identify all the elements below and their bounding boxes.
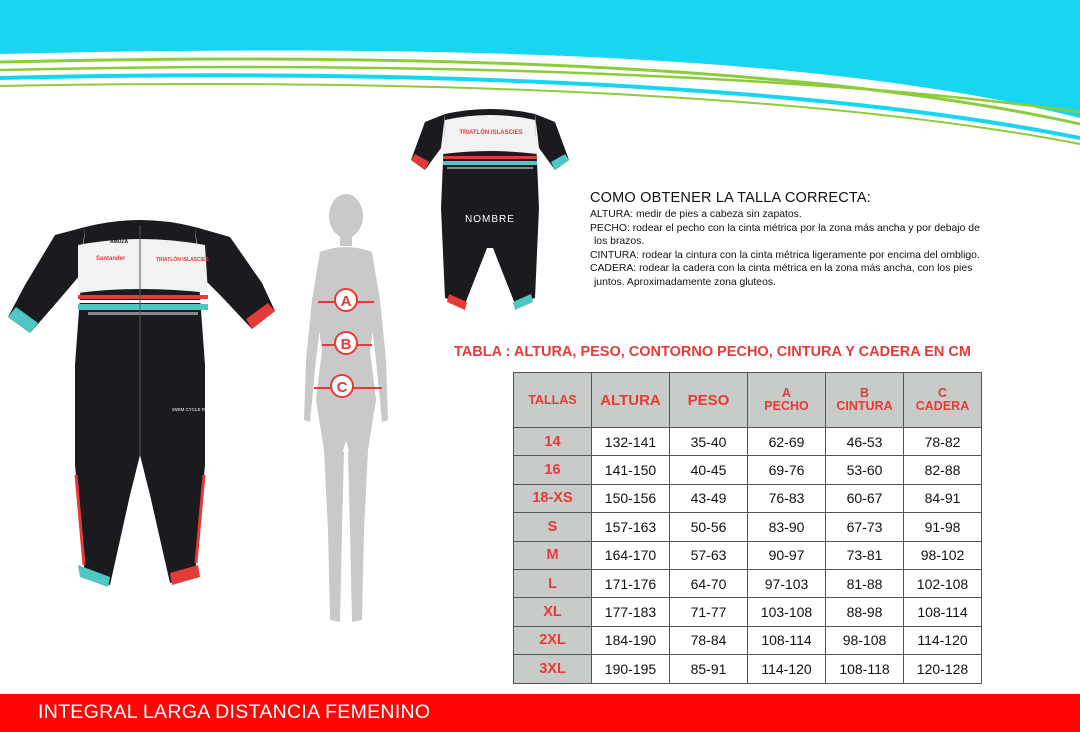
table-row bbox=[514, 541, 982, 569]
size-cell: S bbox=[514, 513, 592, 541]
table-row bbox=[514, 626, 982, 654]
size-cell: 14 bbox=[514, 428, 592, 456]
peso-cell: 57-63 bbox=[670, 541, 748, 569]
header-altura bbox=[592, 373, 670, 428]
size-cell: 16 bbox=[514, 456, 592, 484]
header-c-letter: C bbox=[937, 386, 948, 400]
header-c-label: CADERA bbox=[915, 399, 970, 413]
pecho-cell: 76-83 bbox=[748, 484, 826, 512]
header-cintura bbox=[826, 373, 904, 428]
head bbox=[329, 194, 363, 238]
cintura-cell: 60-67 bbox=[826, 484, 904, 512]
size-cell: XL bbox=[514, 598, 592, 626]
instruction-pecho-cont: los brazos. bbox=[594, 236, 645, 248]
header-tallas bbox=[514, 373, 592, 428]
suit-back-illustration bbox=[405, 98, 575, 320]
cadera-cell: 82-88 bbox=[904, 456, 982, 484]
header-b-letter: B bbox=[859, 386, 870, 400]
altura-cell: 150-156 bbox=[592, 484, 670, 512]
cintura-cell: 46-53 bbox=[826, 428, 904, 456]
back-club-logo: TRIATLÓN ISLASCIES bbox=[459, 130, 523, 136]
pecho-cell: 97-103 bbox=[748, 569, 826, 597]
altura-cell: 177-183 bbox=[592, 598, 670, 626]
right-leg bbox=[348, 450, 368, 622]
instruction-cadera: CADERA: rodear la cadera con la cinta métrica en la zona más ancha, con los pies bbox=[590, 263, 973, 275]
size-cell: 18-XS bbox=[514, 484, 592, 512]
header-altura-label: ALTURA bbox=[600, 391, 661, 409]
cintura-cell: 108-118 bbox=[826, 655, 904, 683]
chest-stripe-red bbox=[78, 295, 208, 299]
altura-cell: 157-163 bbox=[592, 513, 670, 541]
instructions-title: COMO OBTENER LA TALLA CORRECTA: bbox=[590, 190, 871, 206]
cadera-cell: 114-120 bbox=[904, 626, 982, 654]
cintura-cell: 53-60 bbox=[826, 456, 904, 484]
header-tallas-label: TALLAS bbox=[528, 392, 577, 407]
header-pecho bbox=[748, 373, 826, 428]
peso-cell: 64-70 bbox=[670, 569, 748, 597]
pecho-cell: 103-108 bbox=[748, 598, 826, 626]
club-logo: TRIATLÓN ISLASCIES bbox=[156, 257, 209, 263]
header-peso-label: PESO bbox=[687, 391, 730, 409]
cadera-cell: 108-114 bbox=[904, 598, 982, 626]
cadera-cell: 91-98 bbox=[904, 513, 982, 541]
sponsor-logo: Santander bbox=[96, 256, 126, 262]
instruction-cintura: CINTURA: rodear la cintura con la cinta métrica ligeramente por encima del ombligo. bbox=[590, 249, 980, 261]
pecho-cell: 90-97 bbox=[748, 541, 826, 569]
marker-a-label: A bbox=[340, 293, 352, 310]
cadera-cell: 102-108 bbox=[904, 569, 982, 597]
cintura-cell: 81-88 bbox=[826, 569, 904, 597]
cadera-cell: 120-128 bbox=[904, 655, 982, 683]
peso-cell: 35-40 bbox=[670, 428, 748, 456]
chest-stripe-teal bbox=[78, 304, 208, 310]
peso-cell: 43-49 bbox=[670, 484, 748, 512]
size-instructions bbox=[590, 190, 1060, 290]
size-cell: L bbox=[514, 569, 592, 597]
cadera-cell: 98-102 bbox=[904, 541, 982, 569]
header-peso bbox=[670, 373, 748, 428]
altura-cell: 190-195 bbox=[592, 655, 670, 683]
pecho-cell: 69-76 bbox=[748, 456, 826, 484]
table-row bbox=[514, 655, 982, 683]
size-table bbox=[513, 372, 982, 684]
body-silhouette bbox=[290, 190, 410, 630]
header-cadera bbox=[904, 373, 982, 428]
altura-cell: 184-190 bbox=[592, 626, 670, 654]
pecho-cell: 62-69 bbox=[748, 428, 826, 456]
peso-cell: 40-45 bbox=[670, 456, 748, 484]
header-b-label: CINTURA bbox=[836, 399, 893, 413]
header-a-label: PECHO bbox=[764, 399, 809, 413]
size-cell: 2XL bbox=[514, 626, 592, 654]
table-row bbox=[514, 456, 982, 484]
instruction-altura: ALTURA: medir de pies a cabeza sin zapatos. bbox=[590, 209, 802, 220]
table-row bbox=[514, 513, 982, 541]
peso-cell: 78-84 bbox=[670, 626, 748, 654]
table-row bbox=[514, 428, 982, 456]
cintura-cell: 67-73 bbox=[826, 513, 904, 541]
table-title: TABLA : ALTURA, PESO, CONTORNO PECHO, CINTURA Y CADERA EN CM bbox=[454, 344, 971, 360]
altura-cell: 132-141 bbox=[592, 428, 670, 456]
brand-logo: AMUZA bbox=[110, 239, 129, 245]
peso-cell: 85-91 bbox=[670, 655, 748, 683]
cintura-cell: 73-81 bbox=[826, 541, 904, 569]
instruction-cadera-cont: juntos. Aproximadamente zona gluteos. bbox=[594, 276, 776, 288]
header-a-letter: A bbox=[781, 386, 792, 400]
altura-cell: 164-170 bbox=[592, 541, 670, 569]
instruction-pecho: PECHO: rodear el pecho con la cinta métrica por la zona más ancha y por debajo de bbox=[590, 222, 980, 234]
back-name-label: NOMBRE bbox=[465, 214, 515, 225]
footer-title: INTEGRAL LARGA DISTANCIA FEMENINO bbox=[38, 701, 431, 723]
cadera-cell: 78-82 bbox=[904, 428, 982, 456]
chest-stripe-gray bbox=[88, 312, 198, 315]
table-row bbox=[514, 598, 982, 626]
size-cell: 3XL bbox=[514, 655, 592, 683]
table-row bbox=[514, 484, 982, 512]
altura-cell: 171-176 bbox=[592, 569, 670, 597]
marker-b-label: B bbox=[340, 336, 352, 353]
pecho-cell: 114-120 bbox=[748, 655, 826, 683]
pecho-cell: 108-114 bbox=[748, 626, 826, 654]
table-header-row bbox=[514, 373, 982, 428]
marker-c-label: C bbox=[336, 379, 348, 396]
left-leg bbox=[324, 450, 344, 622]
cintura-cell: 98-108 bbox=[826, 626, 904, 654]
chest-stripe-white bbox=[78, 300, 208, 303]
neck bbox=[340, 234, 352, 246]
chest-panel bbox=[78, 239, 208, 293]
sleeve-motto: SWIM CYCLE RUN bbox=[172, 407, 212, 412]
cintura-cell: 88-98 bbox=[826, 598, 904, 626]
table-row bbox=[514, 569, 982, 597]
cadera-cell: 84-91 bbox=[904, 484, 982, 512]
altura-cell: 141-150 bbox=[592, 456, 670, 484]
peso-cell: 50-56 bbox=[670, 513, 748, 541]
size-cell: M bbox=[514, 541, 592, 569]
footer-bar bbox=[0, 694, 1080, 732]
peso-cell: 71-77 bbox=[670, 598, 748, 626]
pecho-cell: 83-90 bbox=[748, 513, 826, 541]
suit-front-illustration bbox=[0, 205, 290, 600]
